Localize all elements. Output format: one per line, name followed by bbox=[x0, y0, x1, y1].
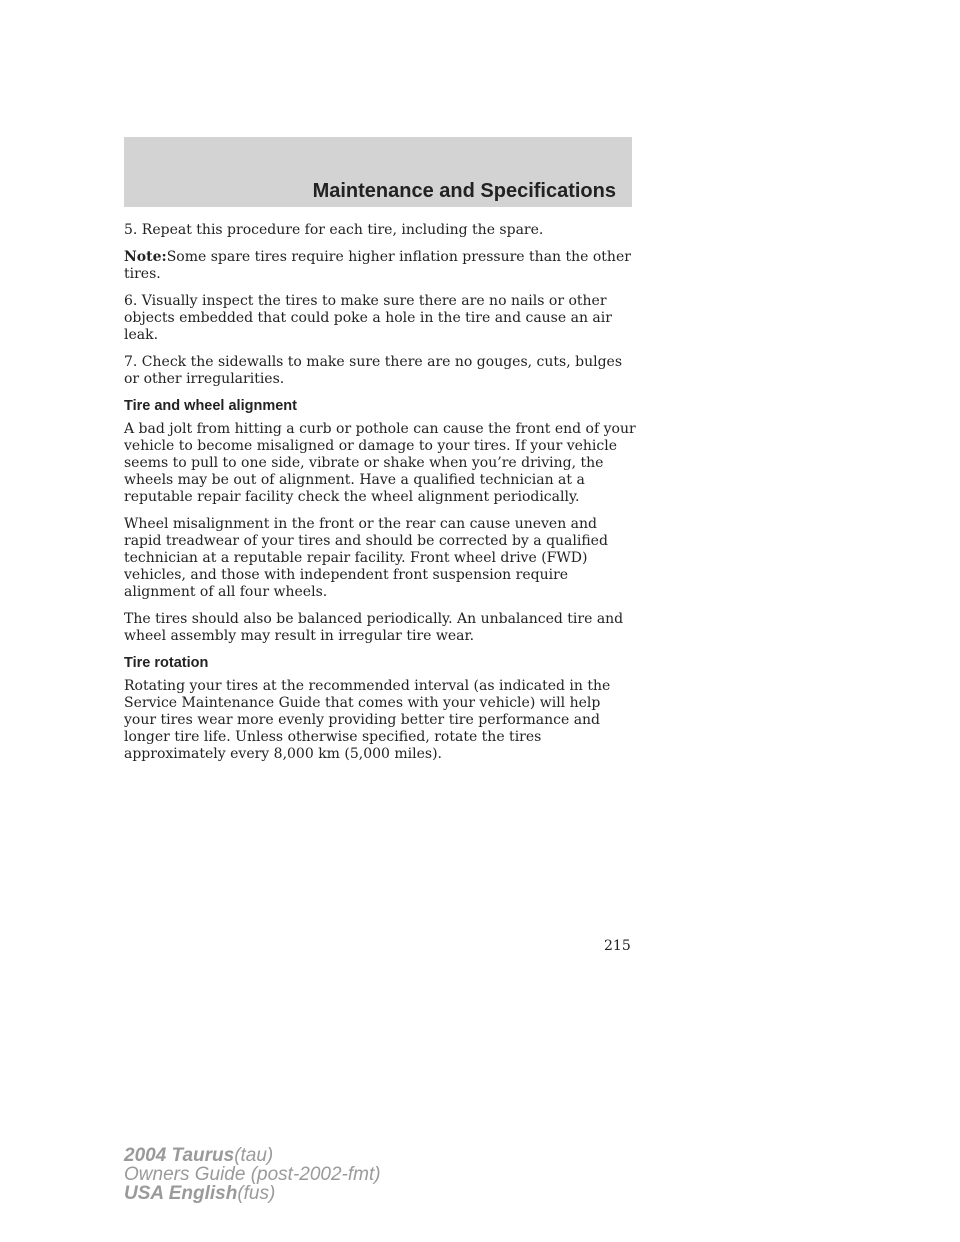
footer-model-code: (tau) bbox=[234, 1145, 274, 1166]
note-text: Some spare tires require higher inflation pressure than the other tires. bbox=[124, 249, 631, 282]
alignment-paragraph-1: A bad jolt from hitting a curb or pothole can cause the front end of your vehicle to become misaligned or damage to your tires. If your vehicle seems to pull to one side, vibrate or shake when you’re driving, the wheels may be out of alignment. Have a qualified technician at a reputable repair facility check the wheel alignment periodically. bbox=[124, 421, 636, 505]
rotation-heading: Tire rotation bbox=[124, 655, 209, 671]
step-7: 7. Check the sidewalls to make sure there are no gouges, cuts, bulges or other irregularities. bbox=[124, 354, 622, 387]
alignment-paragraph-2: Wheel misalignment in the front or the rear can cause uneven and rapid treadwear of your tires and should be corrected by a qualified technician at a reputable repair facility. Front wheel drive (FWD) vehicles, and those with independent front suspension require alignment of all four wheels. bbox=[124, 516, 608, 600]
footer-line-2: Owners Guide (post-2002-fmt) bbox=[124, 1164, 381, 1185]
page-number: 215 bbox=[604, 938, 631, 954]
footer-language: USA English bbox=[124, 1183, 238, 1204]
section-header bbox=[124, 137, 632, 207]
step-5: 5. Repeat this procedure for each tire, including the spare. bbox=[124, 222, 544, 238]
footer-line-3 bbox=[124, 1184, 381, 1203]
section-title: Maintenance and Specifications bbox=[312, 180, 616, 202]
document-footer bbox=[124, 1146, 381, 1203]
footer-line-1 bbox=[124, 1146, 381, 1165]
footer-language-code: (fus) bbox=[237, 1183, 276, 1204]
step-6: 6. Visually inspect the tires to make sure there are no nails or other objects embedded that could poke a hole in the tire and cause an air leak. bbox=[124, 293, 612, 343]
note-paragraph bbox=[124, 249, 636, 283]
alignment-paragraph-3: The tires should also be balanced periodically. An unbalanced tire and wheel assembly may result in irregular tire wear. bbox=[124, 611, 624, 644]
alignment-heading: Tire and wheel alignment bbox=[124, 398, 297, 414]
page-content bbox=[124, 222, 636, 773]
note-label: Note: bbox=[124, 249, 167, 265]
rotation-paragraph: Rotating your tires at the recommended interval (as indicated in the Service Maintenance Guide that comes with your vehicle) will help your tires wear more evenly providing better tire performance and longer tire life. Unless otherwise specified, rotate the tires approximately every 8,000 km (5,000 miles). bbox=[124, 678, 611, 762]
footer-model: 2004 Taurus bbox=[124, 1145, 235, 1166]
